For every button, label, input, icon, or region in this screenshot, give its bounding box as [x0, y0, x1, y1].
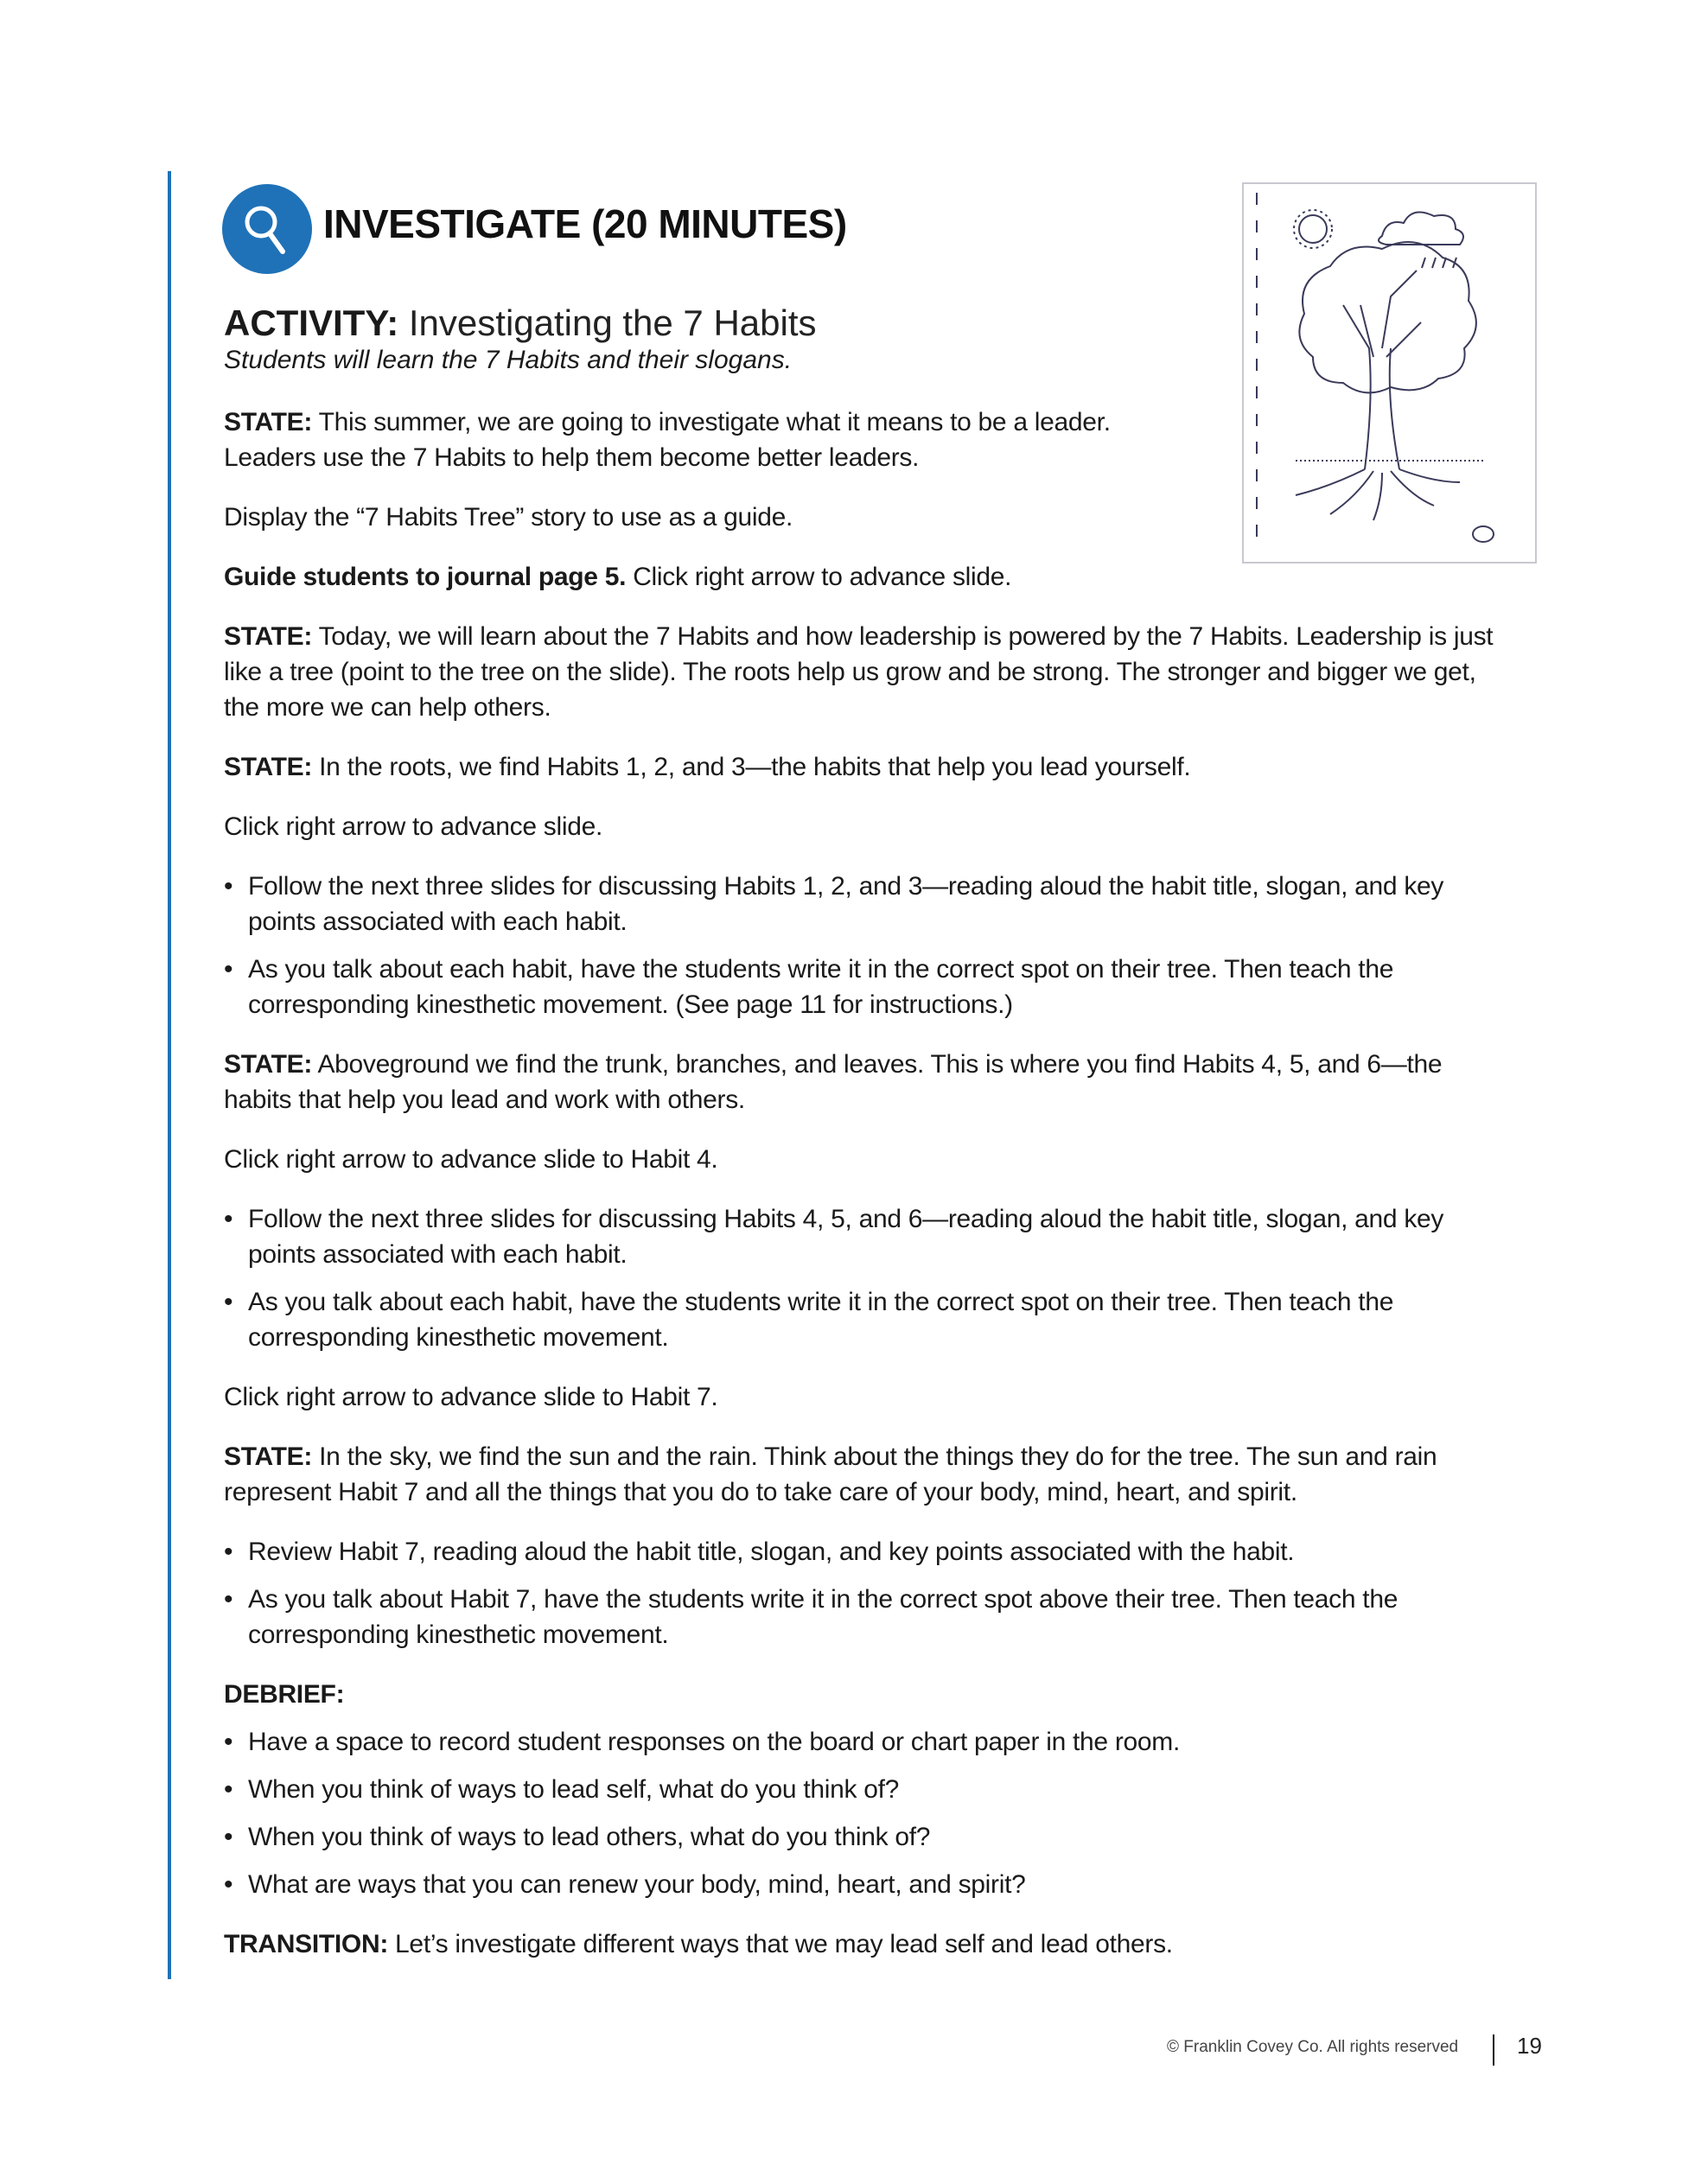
list-item: • Have a space to record student responses on the board or chart paper in the room. — [224, 1724, 1512, 1760]
list-item: • When you think of ways to lead self, what do you think of? — [224, 1772, 1512, 1807]
lesson-content — [224, 404, 1512, 1986]
paragraph: Click right arrow to advance slide to Habit 4. — [224, 1145, 718, 1174]
section-title: INVESTIGATE (20 MINUTES) — [323, 201, 847, 246]
bullet-list — [224, 1534, 1512, 1652]
paragraph — [224, 559, 1114, 595]
paragraph-text: Click right arrow to advance slide. — [626, 563, 1012, 591]
activity-label: ACTIVITY: — [224, 302, 399, 343]
list-item: • Review Habit 7, reading aloud the habit title, slogan, and key points associated with the habit. — [224, 1534, 1512, 1570]
state-label: STATE: — [224, 1442, 313, 1471]
paragraph: Display the “7 Habits Tree” story to use as a guide. — [224, 503, 793, 532]
state-label: STATE: — [224, 408, 313, 436]
paragraph-text: This summer, we are going to investigate what it means to be a leader. Leaders use the 7 Habits to help them become better leaders. — [224, 408, 1111, 472]
list-item: • As you talk about each habit, have the students write it in the correct spot on their tree. Then teach the corresponding kinesthetic movement. — [224, 1284, 1512, 1355]
state-label: STATE: — [224, 622, 313, 651]
state-label: STATE: — [224, 753, 313, 781]
list-item: • Follow the next three slides for discussing Habits 1, 2, and 3—reading aloud the habit title, slogan, and key points associated with each habit. — [224, 869, 1512, 939]
state-label: STATE: — [224, 1050, 313, 1079]
list-item: • As you talk about Habit 7, have the students write it in the correct spot above their tree. Then teach the corresponding kinesthetic movement. — [224, 1582, 1512, 1652]
page-number: 19 — [1517, 2033, 1542, 2059]
list-item: • What are ways that you can renew your body, mind, heart, and spirit? — [224, 1867, 1512, 1902]
copyright: © Franklin Covey Co. All rights reserved — [1167, 2038, 1459, 2056]
list-item: • As you talk about each habit, have the students write it in the correct spot on their tree. Then teach the corresponding kinesthetic movement. (See page 11 for instructions.) — [224, 952, 1512, 1022]
paragraph: Click right arrow to advance slide to Habit 7. — [224, 1383, 718, 1411]
magnifier-icon — [222, 184, 312, 274]
transition-label: TRANSITION: — [224, 1930, 389, 1958]
paragraph — [224, 619, 1512, 725]
footer-divider — [1493, 2034, 1494, 2066]
bullet-list — [224, 1724, 1512, 1902]
bullet-list — [224, 869, 1512, 1022]
accent-bar — [168, 171, 171, 1979]
activity-title: Investigating the 7 Habits — [408, 302, 817, 343]
paragraph — [224, 404, 1114, 475]
activity-subtitle: Students will learn the 7 Habits and their slogans. — [224, 346, 793, 374]
guide-label: Guide students to journal page 5. — [224, 563, 627, 591]
paragraph-text: Aboveground we find the trunk, branches, and leaves. This is where you find Habits 4, 5, and 6—the habits that help you lead and work with others. — [224, 1050, 1443, 1114]
paragraph-text: Today, we will learn about the 7 Habits and how leadership is powered by the 7 Habits. Leadership is just like a tree (point to the tree on the slide). The roots help us grow and be strong. The stronger and bigger we get, the more we can help others. — [224, 622, 1494, 722]
debrief-heading: DEBRIEF: — [224, 1680, 345, 1709]
list-item: • Follow the next three slides for discussing Habits 4, 5, and 6—reading aloud the habit title, slogan, and key points associated with each habit. — [224, 1201, 1512, 1272]
bullet-list — [224, 1201, 1512, 1355]
list-item: • When you think of ways to lead others, what do you think of? — [224, 1819, 1512, 1855]
paragraph-text: In the sky, we find the sun and the rain. Think about the things they do for the tree. The sun and rain represent Habit 7 and all the things that you do to take care of your body, mind, heart, and spirit. — [224, 1442, 1437, 1506]
paragraph — [224, 749, 1512, 785]
paragraph — [224, 1439, 1512, 1510]
paragraph — [224, 1926, 1512, 1962]
paragraph-text: In the roots, we find Habits 1, 2, and 3—the habits that help you lead yourself. — [312, 753, 1191, 781]
paragraph: Click right arrow to advance slide. — [224, 812, 603, 841]
paragraph — [224, 1047, 1512, 1117]
paragraph-text: Let’s investigate different ways that we may lead self and lead others. — [388, 1930, 1173, 1958]
activity-heading — [224, 302, 817, 344]
